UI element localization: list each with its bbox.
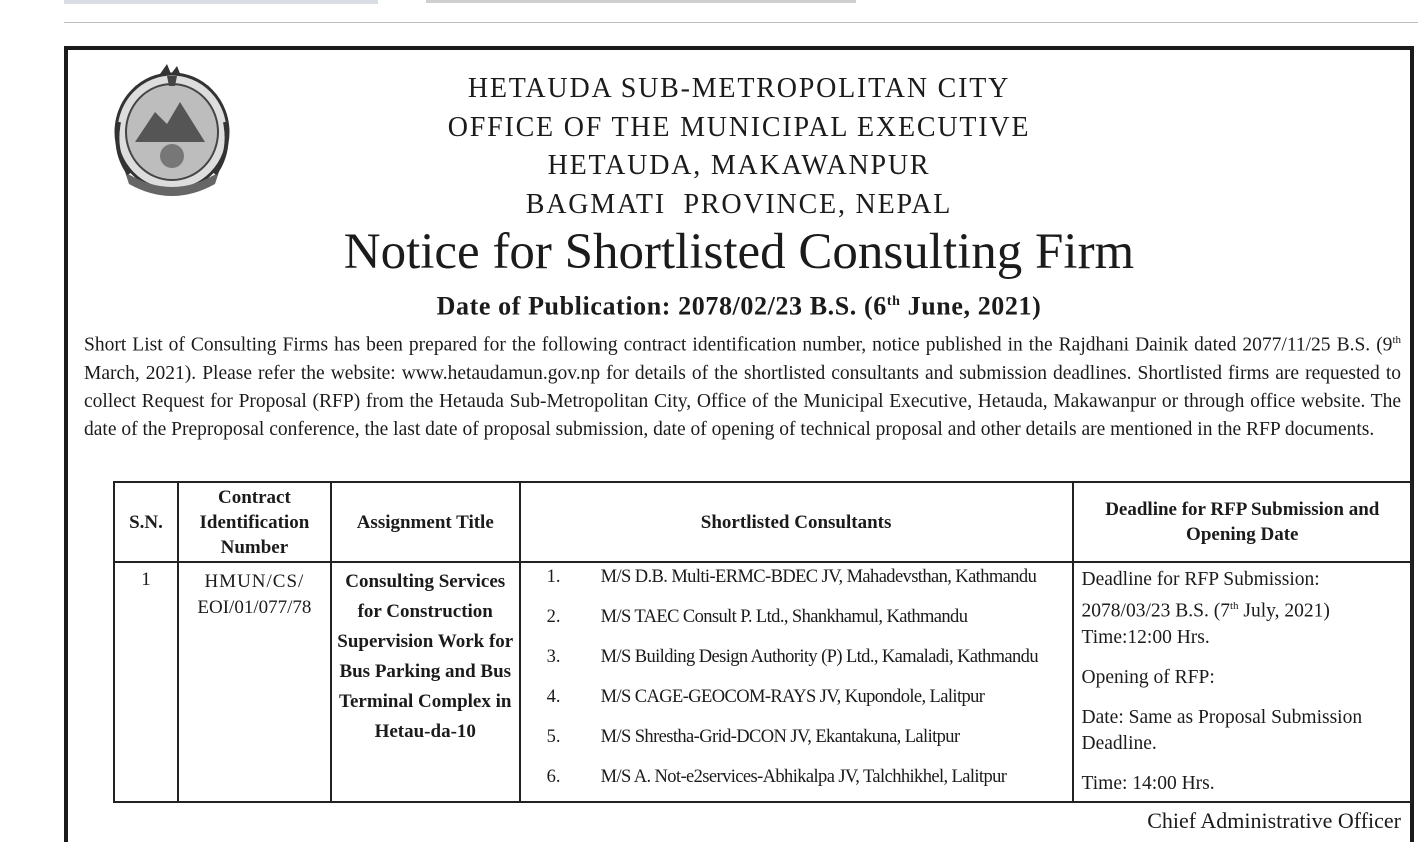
consultant-name: M/S A. Not-e2services-Abhikalpa JV, Talchhikhel, Lalitpur xyxy=(600,767,1007,787)
consultant-name: M/S TAEC Consult P. Ltd., Shankhamul, Kathmandu xyxy=(600,607,968,627)
cell-deadline xyxy=(1073,562,1412,802)
publication-date-suffix: June, 2021) xyxy=(900,291,1042,321)
consultant-number: 4. xyxy=(546,687,561,707)
notice-paragraph xyxy=(84,326,1401,444)
consultant-number: 6. xyxy=(546,767,561,787)
header-location: HETAUDA, MAKAWANPUR xyxy=(547,150,931,181)
cell-consultants xyxy=(520,562,1073,802)
header-sn: S.N. xyxy=(114,482,178,562)
signoff: Chief Administrative Officer xyxy=(1147,808,1401,833)
header-contract-id: Contract Identification Number xyxy=(178,482,331,562)
cell-contract-id xyxy=(178,562,331,802)
table-row xyxy=(114,562,1412,802)
paragraph-sup: th xyxy=(1392,334,1401,346)
consultant-name: M/S Building Design Authority (P) Ltd., Kamaladi, Kathmandu xyxy=(600,647,1038,667)
consultant-name: M/S D.B. Multi-ERMC-BDEC JV, Mahadevsthan, Kathmandu xyxy=(600,567,1037,587)
header-consultants: Shortlisted Consultants xyxy=(520,482,1073,562)
opening-date: Date: Same as Proposal Submission Deadline. xyxy=(1081,706,1363,754)
publication-date xyxy=(0,286,1418,323)
opening-time: Time: 14:00 Hrs. xyxy=(1081,772,1215,794)
notice-title: Notice for Shortlisted Consulting Firm xyxy=(343,224,1135,280)
header-province: BAGMATI PROVINCE, NEPAL xyxy=(525,189,953,220)
consultant-name: M/S CAGE-GEOCOM-RAYS JV, Kupondole, Lalitpur xyxy=(600,687,985,707)
deadline-date xyxy=(1082,593,1403,625)
shortlist-table xyxy=(113,481,1413,803)
consultant-number: 5. xyxy=(546,727,561,747)
publication-date-prefix: Date of Publication: 2078/02/23 B.S. (6 xyxy=(436,291,887,321)
paragraph-part1: Short List of Consulting Firms has been prepared for the following contract identification number, notice published in the Rajdhani Dainik dated 2077/11/25 B.S. (9 xyxy=(84,334,1393,356)
consultant-number: 2. xyxy=(546,607,561,627)
header-municipality: HETAUDA SUB-METROPOLITAN CITY xyxy=(467,73,1011,104)
contract-id-line1: HMUN/CS/ xyxy=(204,571,305,592)
paragraph-part2: March, 2021). Please refer the website: www.hetaudamun.gov.np for details of the shortlisted consultants and submission deadlines. Shortlisted firms are requested to collect Request for Proposal (RFP) from the Hetauda Sub-Metropolitan City, Office of the Municipal Executive, Hetauda, Makawanpur or through office website. The date of the Preproposal conference, the last date of proposal submission, date of opening of technical proposal and other details are mentioned in the RFP documents. xyxy=(84,362,1401,440)
contract-id-line2: EOI/01/077/78 xyxy=(197,597,312,618)
cell-sn: 1 xyxy=(114,562,178,802)
top-scrap-line xyxy=(64,0,378,4)
consultant-name: M/S Shrestha-Grid-DCON JV, Ekantakuna, Lalitpur xyxy=(600,727,960,747)
consultant-number: 3. xyxy=(546,647,561,667)
deadline-date-suffix: July, 2021) xyxy=(1238,600,1330,622)
deadline-time: Time:12:00 Hrs. xyxy=(1081,626,1210,648)
header-office: OFFICE OF THE MUNICIPAL EXECUTIVE xyxy=(447,112,1031,143)
publication-date-sup: th xyxy=(886,294,901,309)
deadline-date-prefix: 2078/03/23 B.S. (7 xyxy=(1081,600,1230,622)
consultant-number: 1. xyxy=(546,567,561,587)
top-scrap-text-fragment xyxy=(426,0,856,3)
top-rule xyxy=(64,22,1418,23)
header-assignment: Assignment Title xyxy=(331,482,520,562)
table-header-row xyxy=(114,482,1412,562)
deadline-date-sup: th xyxy=(1229,600,1239,612)
cell-assignment: Consulting Services for Construction Supervision Work for Bus Parking and Bus Terminal Complex in Hetau-da-10 xyxy=(331,562,520,802)
opening-label: Opening of RFP: xyxy=(1081,666,1215,688)
header-deadline: Deadline for RFP Submission and Opening Date xyxy=(1073,482,1412,562)
deadline-label: Deadline for RFP Submission: xyxy=(1081,569,1320,590)
